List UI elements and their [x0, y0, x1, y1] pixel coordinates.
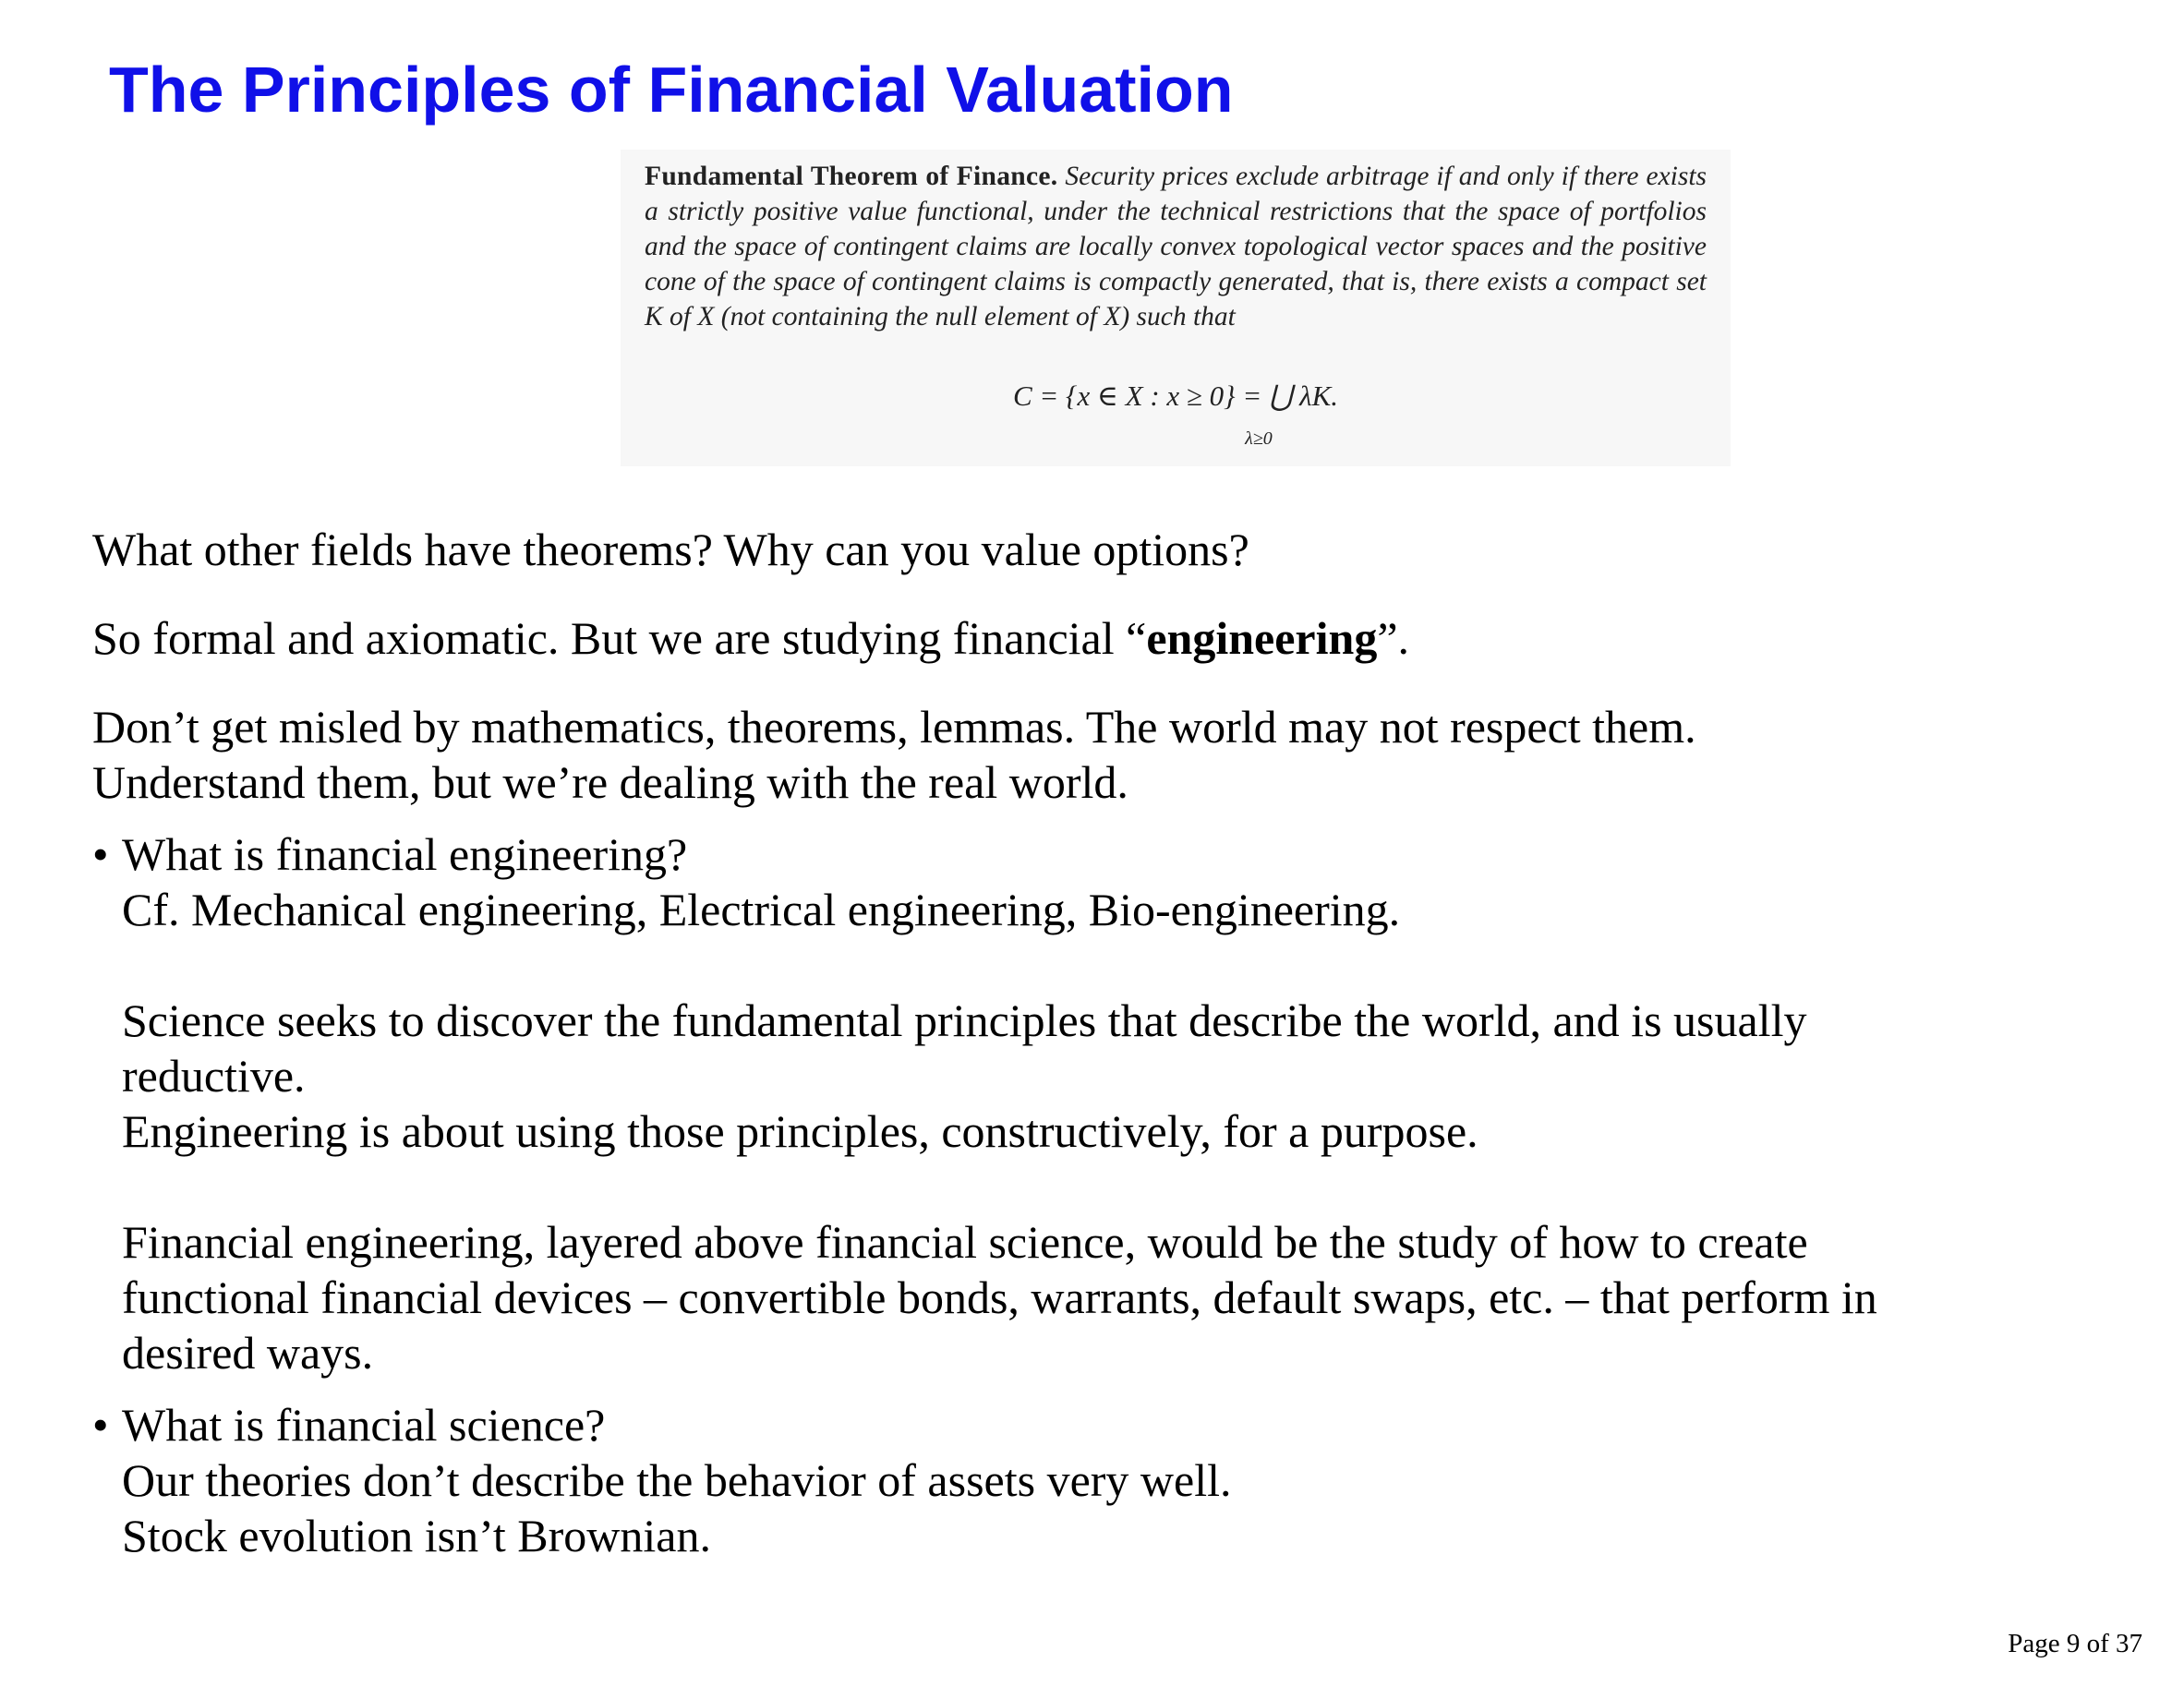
paragraph-engineering-post: ”. [1377, 612, 1410, 664]
bullet-line: functional financial devices – convertible bonds, warrants, default swaps, etc. – that perform in [122, 1271, 1877, 1323]
bullet-line: Our theories don’t describe the behavior of assets very well. [122, 1454, 1232, 1506]
theorem-image [621, 150, 1731, 466]
bullet-line: Science seeks to discover the fundamental principles that describe the world, and is usually [122, 994, 1807, 1046]
paragraph-real-world-line-1: Don’t get misled by mathematics, theorems, lemmas. The world may not respect them. [92, 701, 1696, 753]
bullet-question: What is financial science? [122, 1399, 606, 1451]
paragraph-engineering [92, 610, 2087, 666]
paragraph-real-world [92, 699, 2087, 810]
bullet-financial-science-body [122, 1397, 2087, 1563]
paragraph-engineering-pre: So formal and axiomatic. But we are studying financial “ [92, 612, 1147, 664]
bullet-financial-engineering-body [122, 826, 2087, 1380]
page-number: Page 9 of 37 [2008, 1629, 2142, 1658]
bullet-financial-science [92, 1397, 2087, 1563]
bullet-line: Engineering is about using those principles, constructively, for a purpose. [122, 1105, 1478, 1157]
bullet-marker: • [92, 1399, 109, 1451]
bullet-line: Stock evolution isn’t Brownian. [122, 1510, 711, 1561]
bullet-financial-engineering [92, 826, 2087, 1380]
bullet-line: reductive. [122, 1050, 306, 1102]
paragraph-engineering-bold: engineering [1146, 612, 1378, 664]
bullet-spacer [122, 937, 2087, 993]
bullet-question: What is financial engineering? [122, 828, 688, 880]
bullet-line: Cf. Mechanical engineering, Electrical engineering, Bio-engineering. [122, 884, 1401, 935]
paragraph-theorems-question: What other fields have theorems? Why can you value options? [92, 524, 1249, 575]
theorem-formula [621, 379, 1731, 449]
theorem-text [645, 159, 1707, 334]
formula-expression: C = {x ∈ X : x ≥ 0} = ⋃ λK. [1012, 380, 1339, 412]
slide-title: The Principles of Financial Valuation [109, 54, 1234, 126]
theorem-heading: Fundamental Theorem of Finance. [645, 162, 1058, 191]
paragraph-real-world-line-2: Understand them, but we’re dealing with the real world. [92, 756, 1128, 808]
formula-subscript: λ≥0 [1245, 428, 1273, 449]
bullet-line: Financial engineering, layered above financial science, would be the study of how to create [122, 1216, 1808, 1268]
bullet-line: desired ways. [122, 1327, 374, 1379]
bullet-marker: • [92, 828, 109, 880]
slide-body [92, 522, 2087, 1580]
bullet-spacer [122, 1159, 2087, 1214]
theorem-body: Security prices exclude arbitrage if and only if there exists a strictly positive value functional, under the technical restrictions that the space of portfolios and the space of contingent claims are locally convex topological vector spaces and the positive cone of the space of contingent claims is compactly generated, that is, there exists a compact set K of X (not containing the null element of X) such that [645, 162, 1707, 331]
